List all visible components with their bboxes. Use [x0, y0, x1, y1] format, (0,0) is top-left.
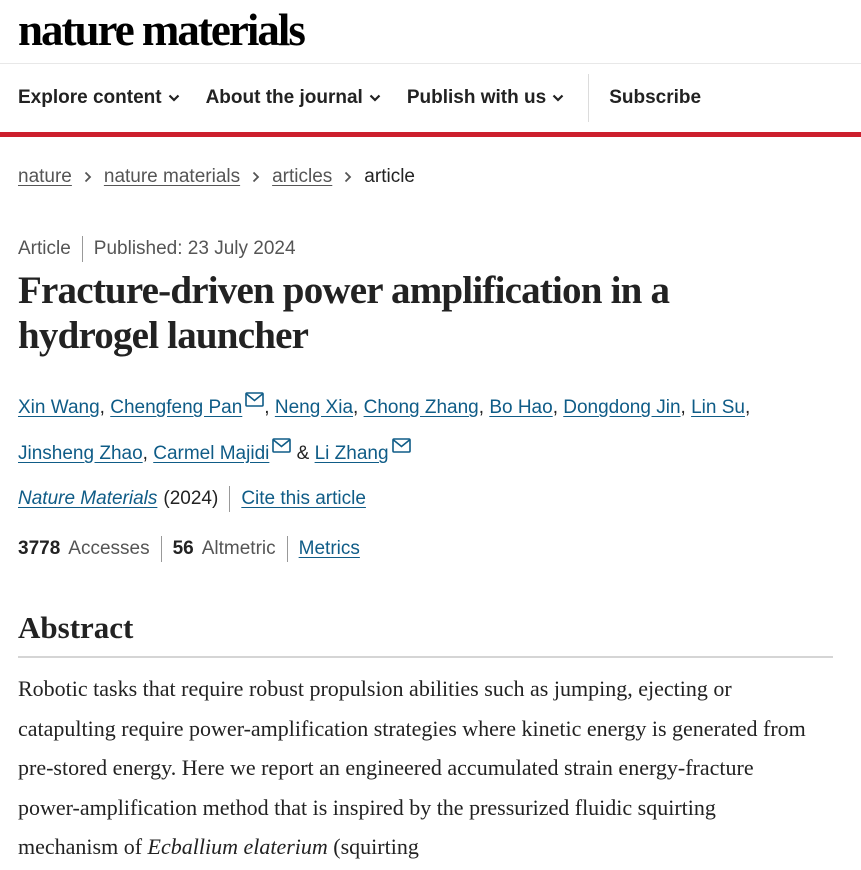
citation-line: [18, 486, 366, 512]
author-link[interactable]: Carmel Majidi: [153, 443, 270, 464]
author-separator: ,: [680, 397, 692, 418]
breadcrumb-link-articles[interactable]: articles: [272, 166, 333, 187]
article-type: Article: [18, 238, 71, 259]
article-title: Fracture-driven power amplification in a hydrogel launcher: [18, 269, 670, 357]
author-separator: ,: [353, 397, 364, 418]
author-link[interactable]: Bo Hao: [489, 397, 553, 418]
article-metrics: [18, 536, 360, 562]
publication-year: (2024): [163, 488, 219, 509]
breadcrumb: [18, 166, 415, 188]
nav-publish-with-us[interactable]: [407, 87, 564, 109]
breadcrumb-current: article: [364, 166, 415, 187]
chevron-right-icon: [344, 171, 352, 183]
chevron-down-icon: [369, 94, 381, 102]
main-nav: [0, 64, 861, 132]
author-link[interactable]: Jinsheng Zhao: [18, 443, 143, 464]
site-header: [0, 0, 861, 64]
article-meta: [18, 236, 296, 262]
author-link[interactable]: Dongdong Jin: [563, 397, 681, 418]
abstract-text-part: Robotic tasks that require robust propulsion abilities such as jumping, ejecting or catapulting require power-amplification strategies where kinetic energy is generated from pre-stored energy. Here we report an engineered accumulated strain energy-fracture power-amplification method that is inspired by the pressurized fluidic squirting mechanism of: [18, 676, 806, 859]
species-name: Ecballium elaterium: [147, 834, 328, 859]
nav-about-the-journal[interactable]: [206, 87, 381, 109]
chevron-right-icon: [252, 171, 260, 183]
author-separator: ,: [478, 397, 490, 418]
accesses-count: 3778: [18, 538, 61, 559]
header-accent-rule: [0, 132, 861, 137]
altmetric-label: Altmetric: [201, 538, 276, 559]
abstract-heading: Abstract: [18, 608, 833, 658]
journal-link[interactable]: Nature Materials: [18, 488, 158, 509]
chevron-down-icon: [168, 94, 180, 102]
author-separator: &: [291, 443, 315, 464]
author-separator: ,: [264, 397, 275, 418]
author-link[interactable]: Chong Zhang: [363, 397, 479, 418]
abstract-text: [18, 669, 818, 867]
nav-item-label: Publish with us: [406, 87, 547, 108]
author-separator: ,: [99, 397, 111, 418]
citation-divider: [229, 486, 230, 512]
chevron-right-icon: [84, 171, 92, 183]
author-separator: ,: [744, 397, 751, 418]
author-separator: ,: [552, 397, 564, 418]
abstract-text-part: (squirting: [327, 834, 419, 859]
subscribe-link[interactable]: Subscribe: [609, 87, 702, 108]
breadcrumb-link-nature[interactable]: nature: [18, 166, 72, 187]
metrics-divider: [287, 536, 288, 562]
envelope-icon[interactable]: [392, 428, 411, 468]
accesses-label: Accesses: [68, 538, 150, 559]
author-list: [18, 382, 808, 474]
envelope-icon[interactable]: [272, 428, 291, 468]
nav-item-label: Explore content: [18, 87, 162, 108]
cite-this-article-link[interactable]: Cite this article: [241, 488, 366, 509]
metrics-link[interactable]: Metrics: [298, 538, 360, 559]
author-link[interactable]: Lin Su: [691, 397, 745, 418]
site-logo[interactable]: nature materials: [18, 5, 304, 55]
author-separator: ,: [142, 443, 154, 464]
meta-divider: [82, 236, 83, 262]
breadcrumb-link-nature-materials[interactable]: nature materials: [103, 166, 241, 187]
published-date: Published: 23 July 2024: [93, 238, 296, 259]
metrics-divider: [161, 536, 162, 562]
nav-item-label: About the journal: [205, 87, 363, 108]
author-link[interactable]: Xin Wang: [18, 397, 100, 418]
author-link[interactable]: Neng Xia: [274, 397, 354, 418]
nav-divider: [588, 74, 589, 122]
altmetric-score: 56: [172, 538, 194, 559]
nav-explore-content[interactable]: [18, 87, 180, 109]
chevron-down-icon: [552, 94, 564, 102]
envelope-icon[interactable]: [245, 382, 264, 422]
author-link[interactable]: Li Zhang: [314, 443, 389, 464]
author-link[interactable]: Chengfeng Pan: [110, 397, 243, 418]
